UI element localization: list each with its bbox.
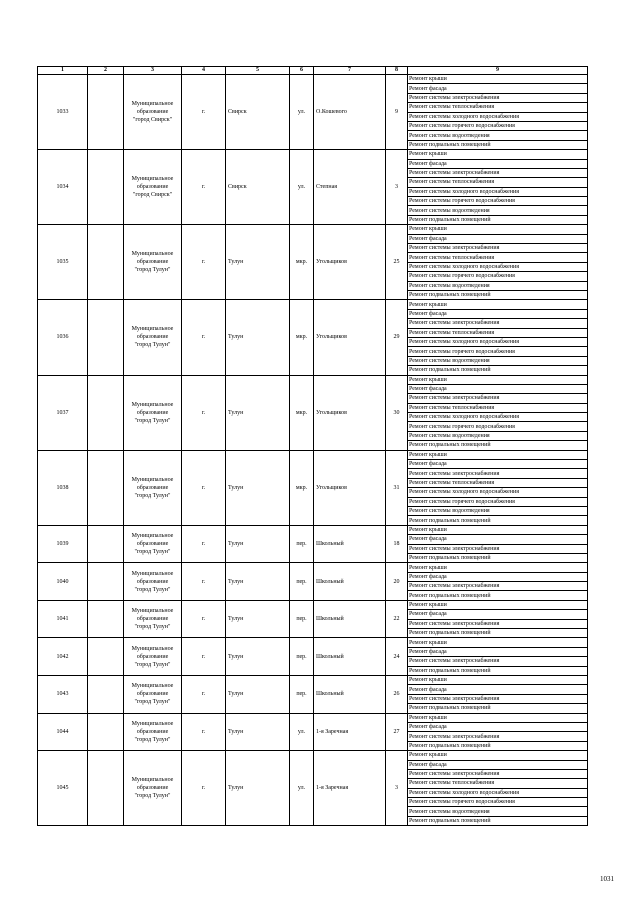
municipality: Муниципальное образование "город Тулун" [124, 375, 182, 450]
street-name: Школьный [314, 525, 386, 563]
work-item: Ремонт крыши [408, 300, 588, 309]
work-item: Ремонт подвальных помещений [408, 816, 588, 825]
record-number: 1039 [38, 525, 88, 563]
header-col-1: 1 [38, 67, 88, 75]
table-row [38, 450, 588, 459]
work-item: Ремонт системы электроснабжения [408, 732, 588, 741]
table-row [38, 563, 588, 572]
work-item: Ремонт системы электроснабжения [408, 544, 588, 553]
work-item: Ремонт системы холодного водоснабжения [408, 413, 588, 422]
house-number: 3 [386, 150, 408, 225]
street-type: пер. [290, 563, 314, 601]
work-item: Ремонт системы электроснабжения [408, 168, 588, 177]
street-name: Угольщиков [314, 225, 386, 300]
house-number: 24 [386, 638, 408, 676]
city-name: Тулун [226, 713, 290, 751]
record-number: 1041 [38, 600, 88, 638]
table-row [38, 300, 588, 309]
header-col-6: 6 [290, 67, 314, 75]
street-type: ул. [290, 751, 314, 826]
work-item: Ремонт фасада [408, 610, 588, 619]
street-type: мкр. [290, 450, 314, 525]
record-number: 1045 [38, 751, 88, 826]
work-item: Ремонт системы электроснабжения [408, 244, 588, 253]
record-number: 1043 [38, 676, 88, 714]
header-col-5: 5 [226, 67, 290, 75]
empty-cell [88, 563, 124, 601]
work-item: Ремонт системы водоотведения [408, 281, 588, 290]
street-type: мкр. [290, 225, 314, 300]
record-number: 1044 [38, 713, 88, 751]
work-item: Ремонт крыши [408, 713, 588, 722]
header-col-7: 7 [314, 67, 386, 75]
record-number: 1034 [38, 150, 88, 225]
work-item: Ремонт системы теплоснабжения [408, 779, 588, 788]
work-item: Ремонт системы горячего водоснабжения [408, 197, 588, 206]
work-item: Ремонт фасада [408, 84, 588, 93]
city-name: Тулун [226, 375, 290, 450]
work-item: Ремонт системы горячего водоснабжения [408, 798, 588, 807]
empty-cell [88, 751, 124, 826]
municipality: Муниципальное образование "город Тулун" [124, 600, 182, 638]
street-type: ул. [290, 75, 314, 150]
work-item: Ремонт системы теплоснабжения [408, 178, 588, 187]
work-item: Ремонт подвальных помещений [408, 140, 588, 149]
work-item: Ремонт системы холодного водоснабжения [408, 788, 588, 797]
work-item: Ремонт крыши [408, 638, 588, 647]
record-number: 1033 [38, 75, 88, 150]
work-item: Ремонт подвальных помещений [408, 516, 588, 525]
page-number: 1031 [600, 875, 614, 883]
work-item: Ремонт системы электроснабжения [408, 394, 588, 403]
work-item: Ремонт крыши [408, 525, 588, 534]
city-name: Тулун [226, 600, 290, 638]
work-item: Ремонт системы холодного водоснабжения [408, 337, 588, 346]
table-row [38, 751, 588, 760]
work-item: Ремонт крыши [408, 150, 588, 159]
work-item: Ремонт системы электроснабжения [408, 582, 588, 591]
street-type: пер. [290, 600, 314, 638]
street-name: 1-я Заречная [314, 751, 386, 826]
work-item: Ремонт системы холодного водоснабжения [408, 262, 588, 271]
table-row [38, 225, 588, 234]
table-row [38, 525, 588, 534]
work-item: Ремонт системы электроснабжения [408, 619, 588, 628]
work-item: Ремонт крыши [408, 225, 588, 234]
settlement-type: г. [182, 450, 226, 525]
record-number: 1035 [38, 225, 88, 300]
empty-cell [88, 525, 124, 563]
table-row [38, 713, 588, 722]
municipality: Муниципальное образование "город Тулун" [124, 638, 182, 676]
table-row [38, 600, 588, 609]
record-number: 1040 [38, 563, 88, 601]
street-name: Школьный [314, 676, 386, 714]
work-item: Ремонт системы водоотведения [408, 206, 588, 215]
municipality: Муниципальное образование "город Тулун" [124, 563, 182, 601]
work-item: Ремонт системы теплоснабжения [408, 328, 588, 337]
work-item: Ремонт подвальных помещений [408, 741, 588, 750]
work-item: Ремонт системы горячего водоснабжения [408, 497, 588, 506]
work-item: Ремонт подвальных помещений [408, 441, 588, 450]
work-item: Ремонт системы водоотведения [408, 506, 588, 515]
work-item: Ремонт системы холодного водоснабжения [408, 187, 588, 196]
settlement-type: г. [182, 525, 226, 563]
settlement-type: г. [182, 300, 226, 375]
settlement-type: г. [182, 563, 226, 601]
settlement-type: г. [182, 75, 226, 150]
settlement-type: г. [182, 375, 226, 450]
header-col-2: 2 [88, 67, 124, 75]
work-item: Ремонт системы водоотведения [408, 431, 588, 440]
record-number: 1036 [38, 300, 88, 375]
work-item: Ремонт системы электроснабжения [408, 769, 588, 778]
settlement-type: г. [182, 676, 226, 714]
city-name: Тулун [226, 676, 290, 714]
work-item: Ремонт крыши [408, 375, 588, 384]
city-name: Тулун [226, 638, 290, 676]
work-item: Ремонт системы горячего водоснабжения [408, 121, 588, 130]
work-item: Ремонт крыши [408, 450, 588, 459]
empty-cell [88, 713, 124, 751]
city-name: Свирск [226, 150, 290, 225]
work-item: Ремонт системы электроснабжения [408, 694, 588, 703]
work-item: Ремонт фасада [408, 572, 588, 581]
empty-cell [88, 375, 124, 450]
work-item: Ремонт крыши [408, 600, 588, 609]
street-name: Угольщиков [314, 450, 386, 525]
work-item: Ремонт подвальных помещений [408, 629, 588, 638]
settlement-type: г. [182, 638, 226, 676]
street-type: ул. [290, 713, 314, 751]
house-number: 27 [386, 713, 408, 751]
header-col-3: 3 [124, 67, 182, 75]
empty-cell [88, 450, 124, 525]
work-item: Ремонт подвальных помещений [408, 553, 588, 562]
table-row [38, 150, 588, 159]
house-number: 9 [386, 75, 408, 150]
house-number: 22 [386, 600, 408, 638]
house-number: 25 [386, 225, 408, 300]
work-item: Ремонт подвальных помещений [408, 704, 588, 713]
work-item: Ремонт фасада [408, 722, 588, 731]
settlement-type: г. [182, 713, 226, 751]
work-item: Ремонт системы теплоснабжения [408, 478, 588, 487]
municipality: Муниципальное образование "город Тулун" [124, 225, 182, 300]
municipality: Муниципальное образование "город Свирск" [124, 150, 182, 225]
work-item: Ремонт подвальных помещений [408, 215, 588, 224]
city-name: Тулун [226, 563, 290, 601]
work-item: Ремонт крыши [408, 75, 588, 84]
empty-cell [88, 300, 124, 375]
street-name: Школьный [314, 638, 386, 676]
work-item: Ремонт подвальных помещений [408, 366, 588, 375]
street-type: пер. [290, 676, 314, 714]
work-item: Ремонт фасада [408, 685, 588, 694]
city-name: Тулун [226, 300, 290, 375]
work-item: Ремонт фасада [408, 535, 588, 544]
work-item: Ремонт системы электроснабжения [408, 469, 588, 478]
header-col-8: 8 [386, 67, 408, 75]
table-row [38, 75, 588, 84]
work-item: Ремонт системы холодного водоснабжения [408, 488, 588, 497]
street-name: Угольщиков [314, 300, 386, 375]
table-row [38, 375, 588, 384]
municipality: Муниципальное образование "город Тулун" [124, 676, 182, 714]
work-item: Ремонт системы водоотведения [408, 356, 588, 365]
street-type: ул. [290, 150, 314, 225]
settlement-type: г. [182, 600, 226, 638]
house-number: 29 [386, 300, 408, 375]
work-item: Ремонт системы теплоснабжения [408, 253, 588, 262]
table-row [38, 638, 588, 647]
work-item: Ремонт системы холодного водоснабжения [408, 112, 588, 121]
house-number: 30 [386, 375, 408, 450]
street-type: пер. [290, 638, 314, 676]
municipality: Муниципальное образование "город Свирск" [124, 75, 182, 150]
city-name: Свирск [226, 75, 290, 150]
header-col-4: 4 [182, 67, 226, 75]
empty-cell [88, 75, 124, 150]
work-item: Ремонт системы водоотведения [408, 131, 588, 140]
record-number: 1042 [38, 638, 88, 676]
address-works-table [37, 66, 588, 826]
work-item: Ремонт системы теплоснабжения [408, 103, 588, 112]
empty-cell [88, 225, 124, 300]
work-item: Ремонт фасада [408, 384, 588, 393]
work-item: Ремонт фасада [408, 460, 588, 469]
work-item: Ремонт системы горячего водоснабжения [408, 422, 588, 431]
record-number: 1038 [38, 450, 88, 525]
house-number: 26 [386, 676, 408, 714]
municipality: Муниципальное образование "город Тулун" [124, 300, 182, 375]
street-name: Угольщиков [314, 375, 386, 450]
city-name: Тулун [226, 525, 290, 563]
work-item: Ремонт фасада [408, 234, 588, 243]
city-name: Тулун [226, 225, 290, 300]
house-number: 31 [386, 450, 408, 525]
work-item: Ремонт фасада [408, 309, 588, 318]
street-name: 1-я Заречная [314, 713, 386, 751]
record-number: 1037 [38, 375, 88, 450]
table-body [38, 75, 588, 826]
street-type: пер. [290, 525, 314, 563]
city-name: Тулун [226, 450, 290, 525]
header-col-9: 9 [408, 67, 588, 75]
street-name: Школьный [314, 600, 386, 638]
street-name: О.Кошевого [314, 75, 386, 150]
settlement-type: г. [182, 225, 226, 300]
street-name: Степная [314, 150, 386, 225]
work-item: Ремонт крыши [408, 676, 588, 685]
work-item: Ремонт подвальных помещений [408, 591, 588, 600]
work-item: Ремонт фасада [408, 159, 588, 168]
municipality: Муниципальное образование "город Тулун" [124, 450, 182, 525]
settlement-type: г. [182, 751, 226, 826]
work-item: Ремонт системы водоотведения [408, 807, 588, 816]
work-item: Ремонт фасада [408, 647, 588, 656]
empty-cell [88, 600, 124, 638]
work-item: Ремонт системы электроснабжения [408, 93, 588, 102]
street-type: мкр. [290, 300, 314, 375]
city-name: Тулун [226, 751, 290, 826]
empty-cell [88, 676, 124, 714]
work-item: Ремонт системы горячего водоснабжения [408, 347, 588, 356]
municipality: Муниципальное образование "город Тулун" [124, 713, 182, 751]
work-item: Ремонт фасада [408, 760, 588, 769]
house-number: 20 [386, 563, 408, 601]
house-number: 18 [386, 525, 408, 563]
work-item: Ремонт системы электроснабжения [408, 657, 588, 666]
work-item: Ремонт системы электроснабжения [408, 319, 588, 328]
municipality: Муниципальное образование "город Тулун" [124, 525, 182, 563]
settlement-type: г. [182, 150, 226, 225]
street-name: Школьный [314, 563, 386, 601]
work-item: Ремонт подвальных помещений [408, 666, 588, 675]
work-item: Ремонт системы теплоснабжения [408, 403, 588, 412]
work-item: Ремонт системы горячего водоснабжения [408, 272, 588, 281]
table-row [38, 676, 588, 685]
work-item: Ремонт крыши [408, 563, 588, 572]
empty-cell [88, 150, 124, 225]
house-number: 3 [386, 751, 408, 826]
municipality: Муниципальное образование "город Тулун" [124, 751, 182, 826]
header-row [38, 67, 588, 75]
street-type: мкр. [290, 375, 314, 450]
work-item: Ремонт подвальных помещений [408, 290, 588, 299]
work-item: Ремонт крыши [408, 751, 588, 760]
empty-cell [88, 638, 124, 676]
